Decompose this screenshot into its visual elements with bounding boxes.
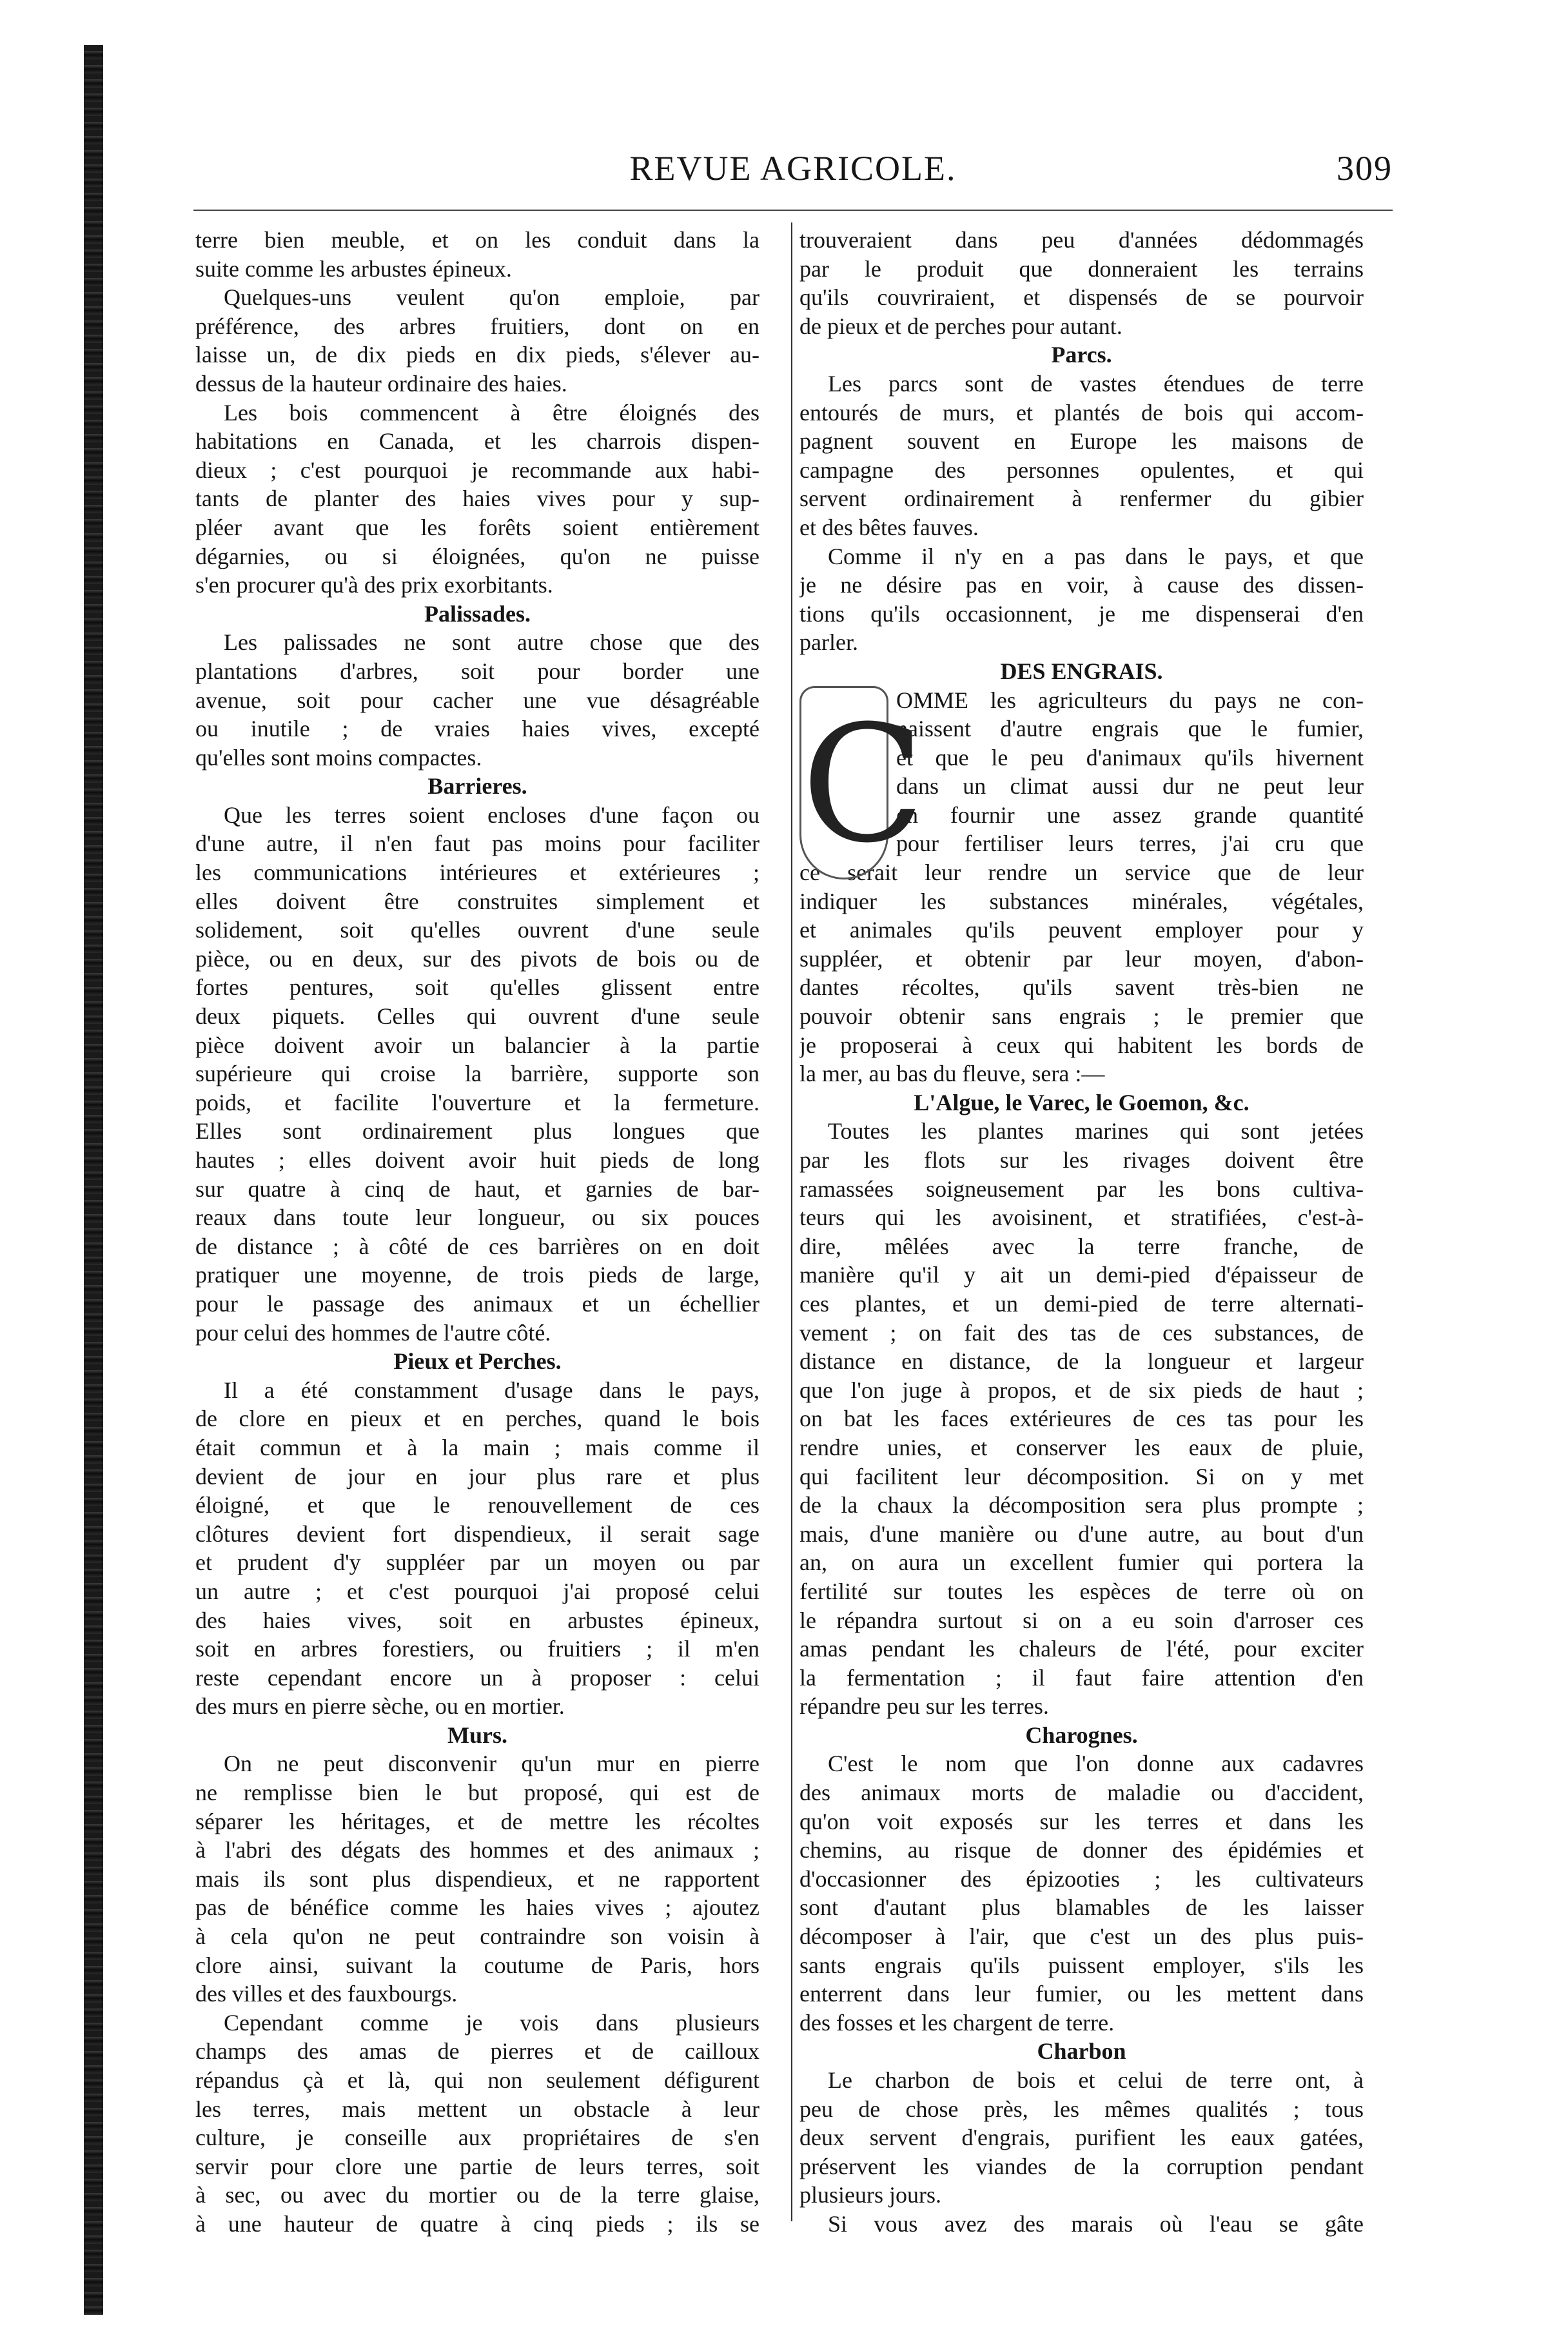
- text-line: en fournir une assez grande quantité: [896, 801, 1364, 828]
- text-line: clôtures devient fort dispendieux, il serait sage: [195, 1520, 760, 1547]
- text-line: pléer avant que les forêts soient entièrement: [195, 514, 760, 540]
- text-line: Comme il n'y en a pas dans le pays, et que: [828, 543, 1364, 569]
- section-heading: L'Algue, le Varec, le Goemon, &c.: [914, 1089, 1250, 1115]
- text-line: suppléer, et obtenir par leur moyen, d'abon-: [799, 945, 1364, 972]
- text-line: servent ordinairement à renfermer du gibier: [799, 486, 1364, 512]
- text-line: OMME les agriculteurs du pays ne con-: [896, 687, 1364, 713]
- text-line: et animales qu'ils peuvent employer pour y: [799, 917, 1364, 943]
- text-line: ces plantes, et un demi-pied de terre alternati-: [799, 1290, 1364, 1317]
- text-line: à l'abri des dégats des hommes et des animaux ;: [195, 1837, 760, 1863]
- text-line: par le produit que donneraient les terrains: [799, 255, 1364, 282]
- text-line: Quelques-uns veulent qu'on emploie, par: [224, 284, 760, 311]
- text-line: trouveraient dans peu d'années dédommagés: [799, 227, 1364, 253]
- text-line: avenue, soit pour cacher une vue désagréable: [195, 687, 760, 713]
- text-line: mais ils sont plus dispendieux, et ne rapportent: [195, 1865, 760, 1892]
- text-line: sur quatre à cinq de haut, et garnies de bar-: [195, 1175, 760, 1202]
- running-head: [193, 148, 1393, 200]
- text-line: je ne désire pas en voir, à cause des dissen-: [799, 572, 1364, 598]
- text-line: fortes pentures, soit qu'elles glissent entre: [195, 974, 760, 1001]
- text-line: la mer, au bas du fleuve, sera :—: [799, 1061, 1105, 1087]
- text-line: Les parcs sont de vastes étendues de terre: [828, 370, 1364, 397]
- text-line: des haies vives, soit en arbustes épineux,: [195, 1607, 760, 1633]
- text-line: éloigné, et que le renouvellement de ces: [195, 1492, 760, 1518]
- text-line: clore ainsi, suivant la coutume de Paris, hors: [195, 1952, 760, 1978]
- text-line: de la chaux la décomposition sera plus prompte ;: [799, 1492, 1364, 1518]
- text-line: dessus de la hauteur ordinaire des haies.: [195, 370, 567, 397]
- section-heading: Barrieres.: [427, 773, 527, 800]
- text-line: préservent les viandes de la corruption pendant: [799, 2153, 1364, 2179]
- text-line: que l'on juge à propos, et de six pieds de haut ;: [799, 1377, 1364, 1403]
- section-heading: Charognes.: [1025, 1722, 1138, 1748]
- section-heading: Charbon: [1037, 2038, 1126, 2065]
- text-line: je proposerai à ceux qui habitent les bords de: [799, 1032, 1364, 1058]
- text-line: culture, je conseille aux propriétaires de s'en: [195, 2125, 760, 2151]
- text-line: servir pour clore une partie de leurs terres, soit: [195, 2153, 760, 2179]
- text-line: on bat les faces extérieures de ces tas pour les: [799, 1406, 1364, 1432]
- journal-title: REVUE AGRICOLE.: [629, 149, 957, 188]
- text-line: qui facilitent leur décomposition. Si on y met: [799, 1463, 1364, 1489]
- text-line: des murs en pierre sèche, ou en mortier.: [195, 1693, 565, 1720]
- text-line: suite comme les arbustes épineux.: [195, 255, 512, 282]
- text-line: pagnent souvent en Europe les maisons de: [799, 428, 1364, 455]
- text-line: Les bois commencent à être éloignés des: [224, 399, 760, 426]
- text-line: solidement, soit qu'elles ouvrent d'une seule: [195, 917, 760, 943]
- text-line: pour celui des hommes de l'autre côté.: [195, 1319, 551, 1346]
- text-line: d'une autre, il n'en faut pas moins pour faciliter: [195, 830, 760, 857]
- text-line: le répandra surtout si on a eu soin d'arroser ces: [799, 1607, 1364, 1633]
- text-line: Elles sont ordinairement plus longues que: [195, 1118, 760, 1144]
- text-line: tants de planter des haies vives pour y sup-: [195, 486, 760, 512]
- text-line: reaux dans toute leur longueur, ou six pouces: [195, 1204, 760, 1231]
- text-line: Le charbon de bois et celui de terre ont, à: [828, 2067, 1364, 2093]
- text-line: pratiquer une moyenne, de trois pieds de large,: [195, 1262, 760, 1288]
- text-line: des fosses et les chargent de terre.: [799, 2009, 1115, 2036]
- text-line: qu'ils couvriraient, et dispensés de se pourvoir: [799, 284, 1364, 311]
- text-line: un autre ; et c'est pourquoi j'ai proposé celui: [195, 1578, 760, 1604]
- right-column: [799, 226, 1364, 2239]
- text-line: qu'on voit exposés sur les terres et dans les: [799, 1808, 1364, 1834]
- text-line: Toutes les plantes marines qui sont jetées: [828, 1118, 1364, 1144]
- text-line: fertilité sur toutes les espèces de terre où on: [799, 1578, 1364, 1604]
- text-line: plantations d'arbres, soit pour border une: [195, 658, 760, 684]
- right-column-bottom: [799, 858, 1364, 2239]
- text-line: répandus çà et là, qui non seulement défigurent: [195, 2067, 760, 2093]
- text-line: elles doivent être construites simplement et: [195, 888, 760, 914]
- text-line: chemins, au risque de donner des épidémies et: [799, 1837, 1364, 1863]
- text-line: décomposer à l'air, que c'est un des plus puis-: [799, 1923, 1364, 1950]
- text-line: habitations en Canada, et les charrois dispen-: [195, 428, 760, 455]
- text-line: pour le passage des animaux et un échellier: [195, 1290, 760, 1317]
- text-line: qu'elles sont moins compactes.: [195, 744, 482, 771]
- text-line: répandre peu sur les terres.: [799, 1693, 1049, 1720]
- text-line: deux servent d'engrais, purifient les eaux gatées,: [799, 2125, 1364, 2151]
- text-line: d'occasionner des épizooties ; les cultivateurs: [799, 1865, 1364, 1892]
- text-line: rendre unies, et conserver les eaux de pluie,: [799, 1434, 1364, 1460]
- text-line: et que le peu d'animaux qu'ils hivernent: [896, 744, 1364, 771]
- text-line: la fermentation ; il faut faire attention d'en: [799, 1664, 1364, 1691]
- ornamental-drop-cap: C: [799, 686, 888, 879]
- text-line: parler.: [799, 629, 858, 656]
- section-heading: Palissades.: [424, 600, 531, 627]
- text-line: et des bêtes fauves.: [799, 514, 979, 540]
- right-column-top: [799, 226, 1364, 686]
- text-line: à sec, ou avec du mortier ou de la terre glaise,: [195, 2182, 760, 2208]
- text-line: enterrent dans leur fumier, ou les mettent dans: [799, 1981, 1364, 2007]
- text-line: teurs qui les avoisinent, et stratifiées, c'est-à-: [799, 1204, 1364, 1231]
- text-line: supérieure qui croise la barrière, supporte son: [195, 1061, 760, 1087]
- text-line: sont d'autant plus blamables de les laisser: [799, 1894, 1364, 1921]
- text-line: plusieurs jours.: [799, 2182, 941, 2208]
- text-line: pour fertiliser leurs terres, j'ai cru que: [896, 830, 1364, 857]
- text-line: soit en arbres forestiers, ou fruitiers ; il m'en: [195, 1636, 760, 1662]
- text-line: entourés de murs, et plantés de bois qui accom-: [799, 399, 1364, 426]
- text-line: de clore en pieux et en perches, quand le bois: [195, 1406, 760, 1432]
- text-line: Que les terres soient encloses d'une façon ou: [224, 801, 760, 828]
- text-line: campagne des personnes opulentes, et qui: [799, 457, 1364, 483]
- text-line: Si vous avez des marais où l'eau se gâte: [828, 2210, 1364, 2237]
- text-line: ramassées soigneusement par les bons cultiva-: [799, 1175, 1364, 1202]
- text-line: laisse un, de dix pieds en dix pieds, s'élever au-: [195, 342, 760, 368]
- text-line: mais, d'une manière ou d'une autre, au bout d'un: [799, 1520, 1364, 1547]
- text-line: ce serait leur rendre un service que de leur: [799, 860, 1364, 886]
- text-line: par les flots sur les rivages doivent être: [799, 1147, 1364, 1173]
- text-line: pouvoir obtenir sans engrais ; le premier que: [799, 1003, 1364, 1030]
- text-line: pièce, ou en deux, sur des pivots de bois ou de: [195, 945, 760, 972]
- text-line: ou inutile ; de vraies haies vives, excepté: [195, 716, 760, 742]
- text-line: s'en procurer qu'à des prix exorbitants.: [195, 572, 553, 598]
- section-heading: DES ENGRAIS.: [1000, 658, 1163, 684]
- text-line: pas de bénéfice comme les haies vives ; ajoutez: [195, 1894, 760, 1921]
- text-line: reste cependant encore un à proposer : celui: [195, 1664, 760, 1691]
- text-line: naissent d'autre engrais que le fumier,: [896, 716, 1364, 742]
- column-divider: [791, 222, 792, 2221]
- text-line: des villes et des fauxbourgs.: [195, 1981, 458, 2007]
- text-line: de pieux et de perches pour autant.: [799, 313, 1122, 339]
- text-line: et prudent d'y suppléer par un moyen ou par: [195, 1549, 760, 1576]
- header-rule: [193, 210, 1393, 211]
- text-line: champs des amas de pierres et de cailloux: [195, 2038, 760, 2065]
- text-line: Cependant comme je vois dans plusieurs: [224, 2009, 760, 2036]
- text-line: des animaux morts de maladie ou d'accident,: [799, 1780, 1364, 1806]
- text-line: était commun et à la main ; mais comme il: [195, 1434, 760, 1460]
- text-line: devient de jour en jour plus rare et plus: [195, 1463, 760, 1489]
- text-line: dégarnies, ou si éloignées, qu'on ne puisse: [195, 543, 760, 569]
- text-line: deux piquets. Celles qui ouvrent d'une seule: [195, 1003, 760, 1030]
- text-line: peu de chose près, les mêmes qualités ; tous: [799, 2096, 1364, 2122]
- text-line: manière qu'il y ait un demi-pied d'épaisseur de: [799, 1262, 1364, 1288]
- text-line: sants engrais qu'ils puissent employer, s'ils les: [799, 1952, 1364, 1978]
- text-line: vement ; on fait des tas de ces substances, de: [799, 1319, 1364, 1346]
- text-line: an, on aura un excellent fumier qui portera la: [799, 1549, 1364, 1576]
- text-line: dire, mêlées avec la terre franche, de: [799, 1233, 1364, 1259]
- section-heading: Pieux et Perches.: [393, 1348, 562, 1375]
- text-line: dans un climat aussi dur ne peut leur: [896, 773, 1364, 800]
- text-line: C'est le nom que l'on donne aux cadavres: [828, 1751, 1364, 1777]
- text-line: indiquer les substances minérales, végétales,: [799, 888, 1364, 914]
- text-line: amas pendant les chaleurs de l'été, pour exciter: [799, 1636, 1364, 1662]
- text-line: les communications intérieures et extérieures ;: [195, 860, 760, 886]
- text-line: terre bien meuble, et on les conduit dans la: [195, 227, 760, 253]
- text-line: pièce doivent avoir un balancier à la partie: [195, 1032, 760, 1058]
- text-line: tions qu'ils occasionnent, je me dispenserai d'en: [799, 600, 1364, 627]
- text-line: distance en distance, de la longueur et largeur: [799, 1348, 1364, 1375]
- section-heading: Murs.: [447, 1722, 507, 1748]
- text-line: à cela qu'on ne peut contraindre son voisin à: [195, 1923, 760, 1950]
- text-line: hautes ; elles doivent avoir huit pieds de long: [195, 1147, 760, 1173]
- section-heading: Parcs.: [1051, 342, 1112, 368]
- text-line: dieux ; c'est pourquoi je recommande aux habi-: [195, 457, 760, 483]
- book-binding-edge: [84, 45, 103, 2315]
- text-line: séparer les héritages, et de mettre les récoltes: [195, 1808, 760, 1834]
- text-line: de distance ; à côté de ces barrières on en doit: [195, 1233, 760, 1259]
- text-line: à une hauteur de quatre à cinq pieds ; ils se: [195, 2210, 760, 2237]
- text-line: poids, et facilite l'ouverture et la fermeture.: [195, 1089, 760, 1115]
- text-line: Les palissades ne sont autre chose que des: [224, 629, 760, 656]
- text-line: On ne peut disconvenir qu'un mur en pierre: [224, 1751, 760, 1777]
- left-column: [195, 226, 760, 2239]
- text-line: Il a été constamment d'usage dans le pays,: [224, 1377, 760, 1403]
- text-line: ne remplisse bien le but proposé, qui est de: [195, 1780, 760, 1806]
- text-line: préférence, des arbres fruitiers, dont on en: [195, 313, 760, 339]
- page-number: 309: [1337, 149, 1393, 188]
- text-line: les terres, mais mettent un obstacle à leur: [195, 2096, 760, 2122]
- text-line: dantes récoltes, qu'ils savent très-bien ne: [799, 974, 1364, 1001]
